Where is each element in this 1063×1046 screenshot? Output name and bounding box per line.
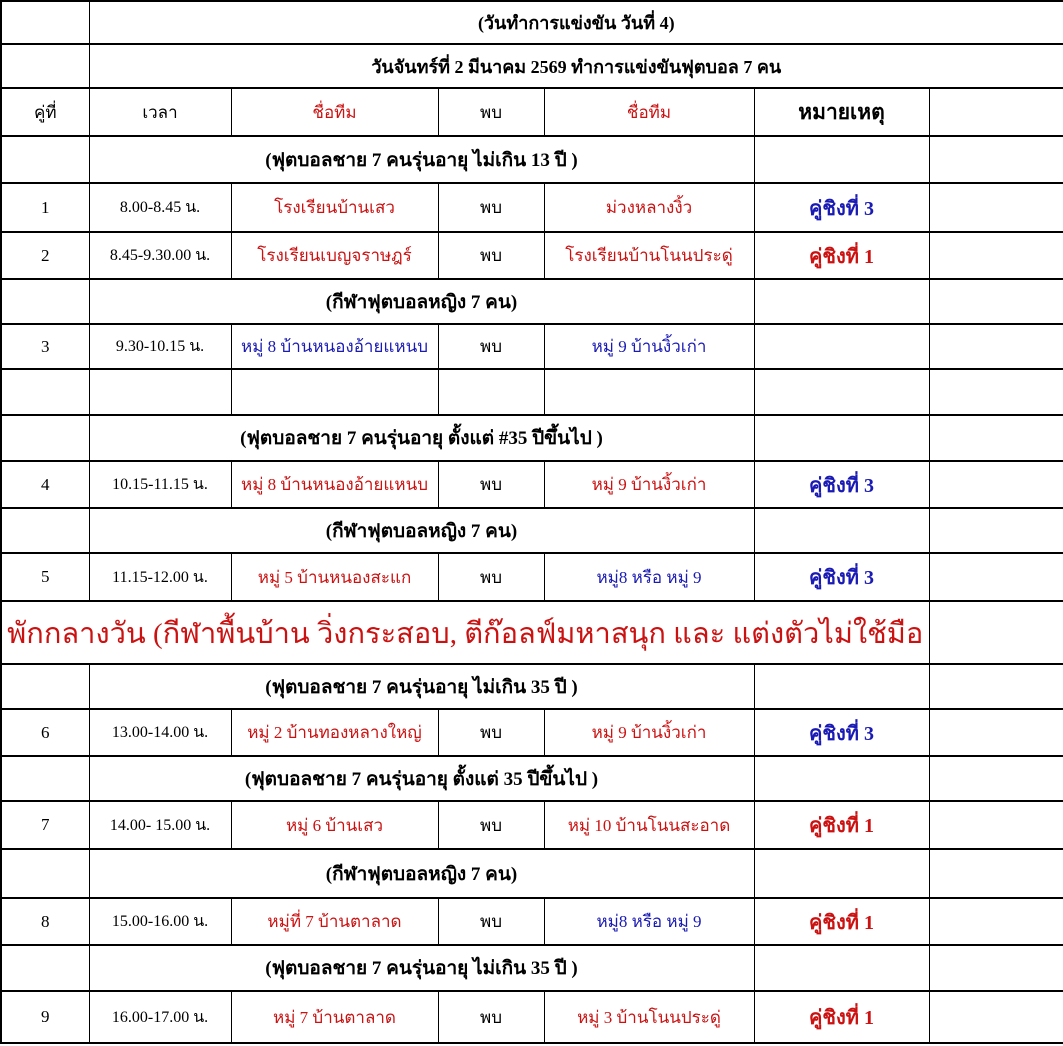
vs-cell: พบ — [438, 232, 544, 279]
section-title-cell: (กีฬาฟุตบอลหญิง 7 คน) — [89, 508, 754, 553]
break-spare-cell — [929, 601, 1063, 664]
remark-cell — [754, 324, 929, 369]
team1-header-cell: ชื่อทีม — [231, 88, 438, 136]
header-row — [1, 88, 1063, 136]
pair-header-cell: คู่ที่ — [1, 88, 89, 136]
match-row — [1, 324, 1063, 369]
note-row — [1, 44, 1063, 88]
corner-cell — [1, 1, 89, 44]
section-remark-cell — [754, 945, 929, 991]
spare-cell — [929, 232, 1063, 279]
pair-number-cell: 9 — [1, 991, 89, 1043]
spare-cell — [929, 553, 1063, 601]
team1-cell: หมู่ 8 บ้านหนองอ้ายแหนบ — [231, 324, 438, 369]
time-cell: 9.30-10.15 น. — [89, 324, 231, 369]
pair-number-cell: 2 — [1, 232, 89, 279]
remark-cell — [754, 369, 929, 415]
team2-cell: หมู่ 9 บ้านงิ้วเก่า — [544, 461, 754, 508]
pair-number-cell: 1 — [1, 183, 89, 232]
team1-cell: หมู่ 5 บ้านหนองสะแก — [231, 553, 438, 601]
vs-cell: พบ — [438, 553, 544, 601]
remark-cell: คู่ชิงที่ 3 — [754, 709, 929, 756]
team1-cell: หมู่ 7 บ้านตาลาด — [231, 991, 438, 1043]
time-cell: 8.00-8.45 น. — [89, 183, 231, 232]
section-left-cell — [1, 279, 89, 324]
section-remark-cell — [754, 508, 929, 553]
pair-number-cell: 7 — [1, 801, 89, 849]
team2-cell: หมู่ 10 บ้านโนนสะอาด — [544, 801, 754, 849]
time-header-cell: เวลา — [89, 88, 231, 136]
time-cell: 11.15-12.00 น. — [89, 553, 231, 601]
remark-cell: คู่ชิงที่ 3 — [754, 461, 929, 508]
spare-cell — [929, 991, 1063, 1043]
section-left-cell — [1, 664, 89, 709]
team1-cell: โรงเรียนบ้านเสว — [231, 183, 438, 232]
section-left-cell — [1, 849, 89, 898]
vs-cell: พบ — [438, 801, 544, 849]
corner-cell — [1, 44, 89, 88]
section-remark-cell — [754, 756, 929, 801]
vs-cell: พบ — [438, 324, 544, 369]
section-title-cell: (กีฬาฟุตบอลหญิง 7 คน) — [89, 279, 754, 324]
pair-number-cell: 4 — [1, 461, 89, 508]
vs-cell — [438, 369, 544, 415]
schedule-table-body — [1, 1, 1063, 1043]
pair-number-cell: 8 — [1, 898, 89, 945]
section-title-cell: (ฟุตบอลชาย 7 คนรุ่นอายุ ไม่เกิน 35 ปี ) — [89, 664, 754, 709]
pair-number-cell: 3 — [1, 324, 89, 369]
section-row — [1, 849, 1063, 898]
title-cell: (วันทำการแข่งขัน วันที่ 4) — [89, 1, 1063, 44]
section-row — [1, 508, 1063, 553]
team1-cell: โรงเรียนเบญจราษฎร์ — [231, 232, 438, 279]
team2-cell: ม่วงหลางงิ้ว — [544, 183, 754, 232]
section-spare-cell — [929, 945, 1063, 991]
team1-cell: หมู่ 6 บ้านเสว — [231, 801, 438, 849]
spare-cell — [929, 183, 1063, 232]
section-title-cell: (ฟุตบอลชาย 7 คนรุ่นอายุ ไม่เกิน 35 ปี ) — [89, 945, 754, 991]
vs-cell: พบ — [438, 898, 544, 945]
spare-cell — [929, 709, 1063, 756]
team1-cell: หมู่ 2 บ้านทองหลางใหญ่ — [231, 709, 438, 756]
section-remark-cell — [754, 136, 929, 183]
section-title-cell: (ฟุตบอลชาย 7 คนรุ่นอายุ ตั้งแต่ 35 ปีขึ้นไป ) — [89, 756, 754, 801]
team2-cell: หมู่8 หรือ หมู่ 9 — [544, 553, 754, 601]
remark-cell: คู่ชิงที่ 1 — [754, 801, 929, 849]
section-title-cell: (ฟุตบอลชาย 7 คนรุ่นอายุ ไม่เกิน 13 ปี ) — [89, 136, 754, 183]
section-remark-cell — [754, 849, 929, 898]
section-spare-cell — [929, 849, 1063, 898]
section-remark-cell — [754, 664, 929, 709]
time-cell — [89, 369, 231, 415]
team2-cell: โรงเรียนบ้านโนนประดู่ — [544, 232, 754, 279]
section-remark-cell — [754, 279, 929, 324]
vs-cell: พบ — [438, 709, 544, 756]
vs-cell: พบ — [438, 991, 544, 1043]
section-left-cell — [1, 756, 89, 801]
section-left-cell — [1, 945, 89, 991]
match-row — [1, 183, 1063, 232]
section-row — [1, 756, 1063, 801]
section-spare-cell — [929, 415, 1063, 461]
section-title-cell: (กีฬาฟุตบอลหญิง 7 คน) — [89, 849, 754, 898]
spare-header-cell — [929, 88, 1063, 136]
spare-cell — [929, 898, 1063, 945]
time-cell: 15.00-16.00 น. — [89, 898, 231, 945]
section-row — [1, 136, 1063, 183]
match-row — [1, 461, 1063, 508]
spare-cell — [929, 369, 1063, 415]
pair-number-cell — [1, 369, 89, 415]
section-spare-cell — [929, 756, 1063, 801]
spare-cell — [929, 801, 1063, 849]
time-cell: 13.00-14.00 น. — [89, 709, 231, 756]
section-row — [1, 664, 1063, 709]
time-cell: 16.00-17.00 น. — [89, 991, 231, 1043]
section-spare-cell — [929, 664, 1063, 709]
time-cell: 10.15-11.15 น. — [89, 461, 231, 508]
team2-cell — [544, 369, 754, 415]
section-left-cell — [1, 508, 89, 553]
section-remark-cell — [754, 415, 929, 461]
team2-cell: หมู่ 9 บ้านงิ้วเก่า — [544, 324, 754, 369]
team1-cell — [231, 369, 438, 415]
pair-number-cell: 5 — [1, 553, 89, 601]
break-row — [1, 601, 1063, 664]
section-title-cell: (ฟุตบอลชาย 7 คนรุ่นอายุ ตั้งแต่ #35 ปีขึ้นไป ) — [89, 415, 754, 461]
section-left-cell — [1, 415, 89, 461]
match-row — [1, 553, 1063, 601]
team2-cell: หมู่8 หรือ หมู่ 9 — [544, 898, 754, 945]
time-cell: 8.45-9.30.00 น. — [89, 232, 231, 279]
vs-cell: พบ — [438, 461, 544, 508]
match-row — [1, 232, 1063, 279]
team1-cell: หมู่ที่ 7 บ้านตาลาด — [231, 898, 438, 945]
remark-cell: คู่ชิงที่ 3 — [754, 183, 929, 232]
section-row — [1, 279, 1063, 324]
time-cell: 14.00- 15.00 น. — [89, 801, 231, 849]
section-spare-cell — [929, 136, 1063, 183]
section-left-cell — [1, 136, 89, 183]
empty-row — [1, 369, 1063, 415]
note-row — [1, 1, 1063, 44]
remark-cell: คู่ชิงที่ 3 — [754, 553, 929, 601]
remark-header-cell: หมายเหตุ — [754, 88, 929, 136]
title-cell: วันจันทร์ที่ 2 มีนาคม 2569 ทำการแข่งขันฟุตบอล 7 คน — [89, 44, 1063, 88]
match-row — [1, 898, 1063, 945]
remark-cell: คู่ชิงที่ 1 — [754, 898, 929, 945]
section-spare-cell — [929, 279, 1063, 324]
match-row — [1, 709, 1063, 756]
match-row — [1, 991, 1063, 1043]
lunch-break-cell: พักกลางวัน (กีฬาพื้นบ้าน วิ่งกระสอบ, ตีก๊อลฟ์มหาสนุก และ แต่งตัวไม่ใช้มือ — [1, 601, 929, 664]
remark-cell: คู่ชิงที่ 1 — [754, 991, 929, 1043]
team1-cell: หมู่ 8 บ้านหนองอ้ายแหนบ — [231, 461, 438, 508]
team2-cell: หมู่ 9 บ้านงิ้วเก่า — [544, 709, 754, 756]
vs-cell: พบ — [438, 183, 544, 232]
vs-header-cell: พบ — [438, 88, 544, 136]
team2-header-cell: ชื่อทีม — [544, 88, 754, 136]
remark-cell: คู่ชิงที่ 1 — [754, 232, 929, 279]
team2-cell: หมู่ 3 บ้านโนนประดู่ — [544, 991, 754, 1043]
section-spare-cell — [929, 508, 1063, 553]
section-row — [1, 945, 1063, 991]
spare-cell — [929, 461, 1063, 508]
spare-cell — [929, 324, 1063, 369]
match-row — [1, 801, 1063, 849]
pair-number-cell: 6 — [1, 709, 89, 756]
section-row — [1, 415, 1063, 461]
